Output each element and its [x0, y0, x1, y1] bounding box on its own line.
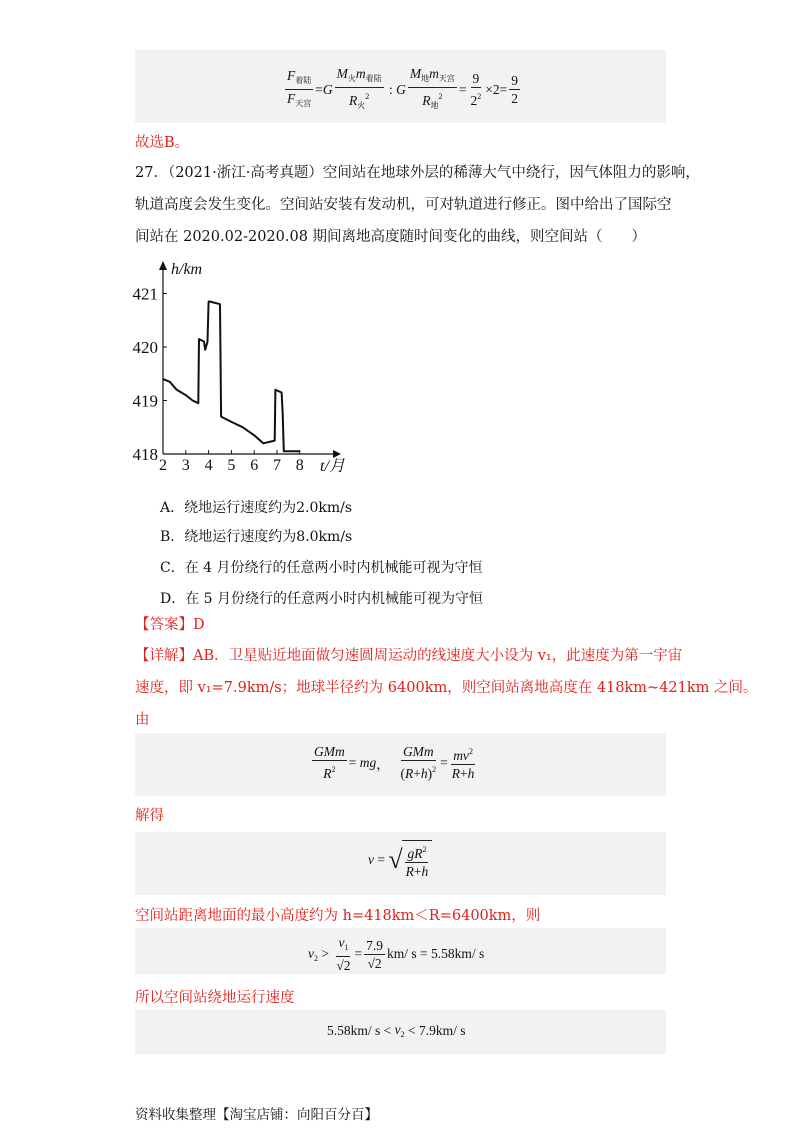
equation-4: 5.58km/ s < $v_2$ < 7.9km/ s: [327, 1022, 466, 1039]
y-tick-label: 419: [132, 391, 158, 411]
explanation-line-3: 由: [135, 712, 150, 728]
option-b[interactable]: [160, 526, 352, 546]
question-line-3: 间站在 2020.02-2020.08 期间离地高度随时间变化的曲线，则空间站（ ）: [135, 229, 647, 245]
option-a-text: A．绕地运行速度约为: [160, 500, 297, 516]
equation-2: v = √ $\frac{gR^2}{R+h}$: [368, 840, 432, 879]
answer-label: 【答案】D: [135, 617, 205, 633]
x-tick-label: 3: [181, 457, 190, 474]
option-b-text: B．绕地运行速度约为: [160, 529, 297, 545]
option-d-text: D．在 5 月份绕行的任意两小时内机械能可视为守恒: [160, 591, 484, 607]
x-tick-label: 8: [295, 457, 304, 474]
x-axis-label: t/月: [320, 458, 345, 475]
option-a-value: 2.0km/s: [296, 500, 353, 516]
x-tick-label: 4: [204, 457, 213, 474]
x-axis-arrow: [333, 450, 341, 458]
equation-3: $v_2$ > $\frac{v_1}{√2}$ = $\frac{7.9}{√2}$ km/ s = 5.58km/ s: [308, 935, 485, 973]
option-c-text: C．在 4 月份绕行的任意两小时内机械能可视为守恒: [160, 560, 483, 576]
y-tick-label: 418: [132, 445, 158, 464]
altitude-chart: [125, 258, 355, 480]
explanation-line-4: 空间站距离地面的最小高度约为 h=418km＜R=6400km，则: [135, 908, 541, 924]
equation-1: $\frac{\text{GMm}}{R^2}$ = mg ， $\frac{\text{GMm}}{(R+h)^2}$ = $\frac{mv^2}{R+h}$: [314, 744, 475, 781]
option-c[interactable]: [160, 557, 483, 577]
solve-label: 解得: [135, 808, 164, 824]
y-axis-arrow: [159, 261, 167, 270]
previous-formula: $\frac{F_{着陆}}{F_{天宫}}$ = G $\frac{M_火m_{着陆}}{R_火^2}$ : G $\frac{M_地m_{天宫}}{R_地^2}$ = $\frac{9}{2^2}$ ×2= $\frac{9}{2}$: [287, 66, 518, 110]
option-b-value: 8.0km/s: [296, 529, 353, 545]
x-tick-label: 6: [250, 457, 259, 474]
explanation-line-1: 【详解】AB．卫星贴近地面做匀速圆周运动的线速度大小设为 v₁，此速度为第一宇宙: [135, 648, 683, 664]
footer-text: 资料收集整理【淘宝店铺：向阳百分百】: [135, 1107, 378, 1123]
question-line-2: 轨道高度会发生变化。空间站安装有发动机，可对轨道进行修正。图中给出了国际空: [135, 197, 672, 213]
y-tick-label: 420: [132, 338, 158, 357]
y-axis-label: h/km: [171, 261, 203, 278]
option-d[interactable]: [160, 588, 483, 608]
altitude-curve: [163, 302, 300, 452]
explanation-line-2: 速度，即 v₁=7.9km/s；地球半径约为 6400km，则空间站离地高度在 418km~421km 之间。: [135, 680, 758, 696]
y-tick-label: 421: [132, 284, 158, 304]
option-a[interactable]: [160, 497, 352, 517]
question-line-1: 27．（2021·浙江·高考真题）空间站在地球外层的稀薄大气中绕行，因气体阻力的影响，: [135, 165, 700, 181]
x-tick-label: 7: [273, 457, 281, 474]
x-tick-label: 2: [159, 457, 167, 474]
explanation-line-5: 所以空间站绕地运行速度: [135, 990, 295, 1006]
previous-answer: 故选B。: [135, 135, 190, 151]
x-tick-label: 5: [227, 457, 236, 474]
